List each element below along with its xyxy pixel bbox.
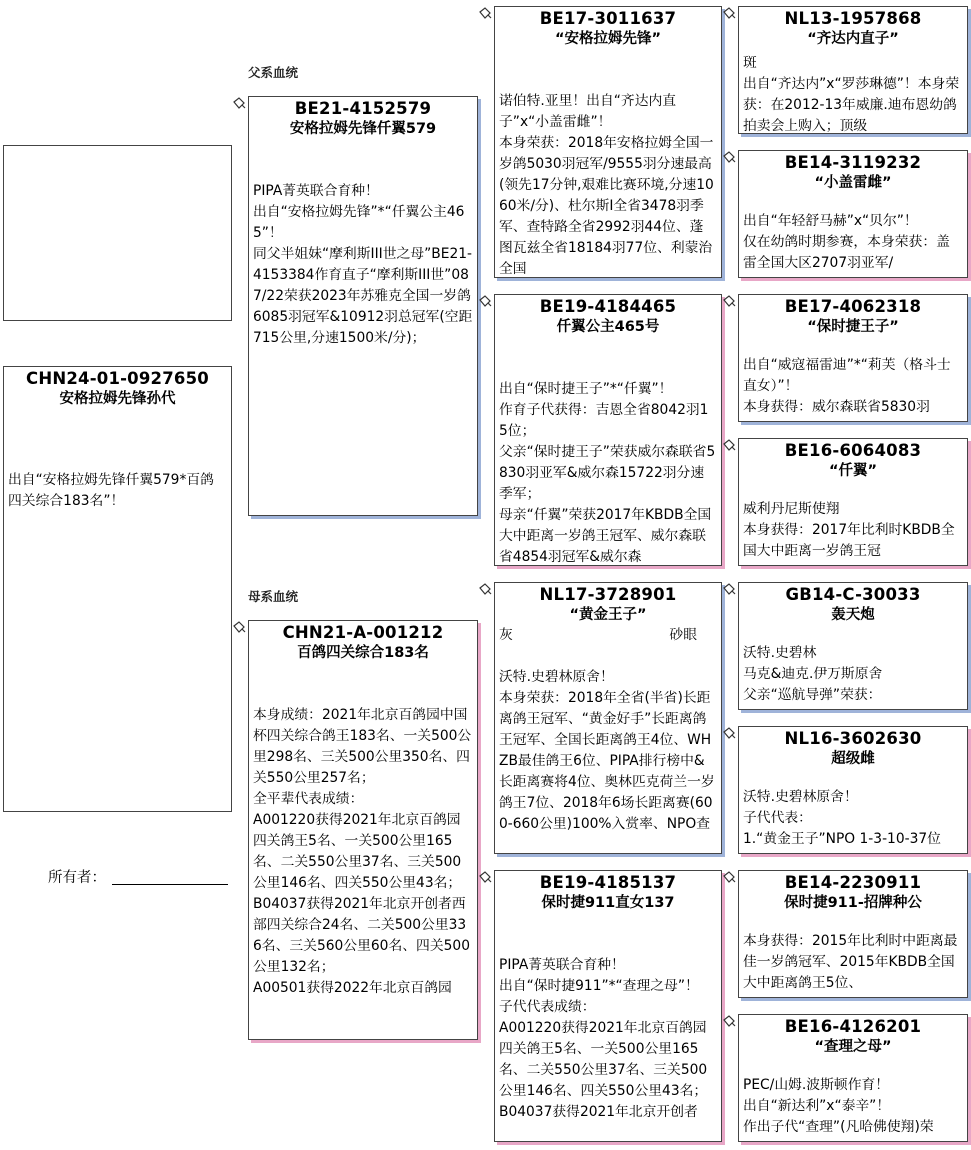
edit-icon[interactable] <box>722 870 736 884</box>
sire-section-label: 父系血统 <box>248 65 299 80</box>
edit-icon[interactable] <box>722 582 736 596</box>
sire-card <box>248 96 478 516</box>
sds-ring: BE17-4062318 <box>784 297 922 316</box>
edit-icon[interactable] <box>478 582 492 596</box>
dd-text: PIPA菁英联合育种！ 出自“保时捷911”*“查理之母”！ 子代代表成绩： A001220获得2021年北京百鸽园四关鸽王5名、一关500公里165名、二关550公里37名、三关500公里146名、四关550公里43名； B04037获得2021年北京开创者 <box>499 957 708 1120</box>
dss-text: 沃特.史碧林 马克&迪克.伊万斯原舍 父亲“巡航导弹”荣获： <box>743 645 883 703</box>
dd-name: 保时捷911直女137 <box>541 895 675 911</box>
sire-dam-card <box>494 294 722 566</box>
ssd-ring: BE14-3119232 <box>784 153 922 172</box>
ds-ring: NL17-3728901 <box>539 585 677 604</box>
dds-text: 本身获得：2015年比利时中距离最佳一岁鸽冠军、2015年KBDB全国大中距离鸽王5位、 <box>743 933 958 991</box>
subject-ring: CHN24-01-0927650 <box>26 369 209 388</box>
sire-text: PIPA菁英联合育种！ 出自“安格拉姆先锋”*“仟翼公主465”！ 同父半姐妹“摩利斯III世之母”BE21-4153384作育直子“摩利斯III世”087/22荣获2023年苏雅克全国一岁鸽6085羽冠军&10912羽总冠军(空距715公里,分速1500米/分)； <box>253 183 473 346</box>
edit-icon[interactable] <box>722 1014 736 1028</box>
ss-name: “安格拉姆先锋” <box>554 31 662 47</box>
ssd-text: 出自“年轻舒马赫”x“贝尔”！ 仅在幼鸽时期参赛，本身荣获：盖雷全国大区2707羽亚军/ <box>743 213 950 271</box>
ssd-card <box>738 150 968 278</box>
dd-ring: BE19-4185137 <box>539 873 677 892</box>
edit-icon[interactable] <box>722 726 736 740</box>
ds-eye: 砂眼 <box>669 627 697 643</box>
edit-icon[interactable] <box>478 294 492 308</box>
owner-signature-line[interactable] <box>112 884 228 885</box>
edit-icon[interactable] <box>478 6 492 20</box>
edit-icon[interactable] <box>478 870 492 884</box>
sds-name: “保时捷王子” <box>807 319 899 335</box>
sire-sire-card <box>494 6 722 278</box>
sd-text: 出自“保时捷王子”*“仟翼”！ 作育子代获得：吉恩全省8042羽15位； 父亲“保时捷王子”荣获威尔森联省5830羽亚军&威尔森15722羽分速季军； 母亲“仟翼”荣获2017年KBDB全国大中距离一岁鸽王冠军、威尔森联省4854羽冠军&威尔森 <box>499 381 716 565</box>
sdd-card <box>738 438 968 566</box>
owner-label: 所有者： <box>48 870 106 886</box>
dam-name: 百鸽四关综合183名 <box>297 645 429 661</box>
dam-ring: CHN21-A-001212 <box>282 623 444 642</box>
dsd-text: 沃特.史碧林原舍！ 子代代表： 1.“黄金王子”NPO 1-3-10-37位 <box>743 789 941 847</box>
sss-card <box>738 6 968 134</box>
sds-card <box>738 294 968 422</box>
dds-name: 保时捷911-招牌种公 <box>784 895 922 911</box>
dam-text: 本身成绩：2021年北京百鸽园中国杯四关综合鸽王183名、一关500公里298名、三关500公里350名、四关550公里257名； 全平辈代表成绩： A001220获得2021年北京百鸽园四关鸽王5名、一关500公里165名、二关550公里37名、三关500公里146名、四关550公里43名； B04037获得2021年北京开创者西部四关综合24名、二关500公里336名、三关560公里60名、四关500公里132名； A00501获得2022年北京百鸽园 <box>253 707 472 996</box>
dds-card <box>738 870 968 998</box>
dam-dam-card <box>494 870 722 1142</box>
subject-text: 出自“安格拉姆先锋仟翼579*百鸽四关综合183名”！ <box>8 472 214 509</box>
edit-icon[interactable] <box>232 620 246 634</box>
sss-ring: NL13-1957868 <box>784 9 922 28</box>
dss-ring: GB14-C-30033 <box>785 585 921 604</box>
ds-color: 灰 <box>499 627 513 643</box>
sss-name: “齐达内直子” <box>807 31 899 47</box>
sss-text: 斑 出自“齐达内”x“罗莎琳德”！本身荣获：在2012-13年威廉.迪布恩幼鸽拍卖会上购入；顶级 <box>743 55 960 134</box>
ds-text: 沃特.史碧林原舍！ 本身荣获：2018年全省(半省)长距离鸽王冠军、“黄金好手”长距离鸽王冠军、全国长距离鸽王4位、WHZB最佳鸽王6位、PIPA排行榜中&长距离赛将4位、奥林匹克荷兰一岁鸽王7位、2018年6场长距离赛(600-660公里)100%入赏率、NPO查 <box>499 669 715 832</box>
dsd-name: 超级雌 <box>831 751 875 767</box>
sire-name: 安格拉姆先锋仟翼579 <box>289 121 437 137</box>
ddd-card <box>738 1014 968 1142</box>
ss-text: 诺伯特.亚里！出自“齐达内直子”x“小盖雷雌”！ 本身荣获：2018年安格拉姆全国一岁鸽5030羽冠军/9555羽分速最高(领先17分钟,艰难比赛环境,分速1060米/分)、杜尔斯I全省3478羽季军、查特路全省2992羽44位、蓬图瓦兹全省18184羽77位、利蒙治全国 <box>499 93 714 277</box>
sdd-text: 威利丹尼斯使翔 本身获得：2017年比利时KBDB全国大中距离一岁鸽王冠 <box>743 501 955 559</box>
edit-icon[interactable] <box>722 6 736 20</box>
dsd-ring: NL16-3602630 <box>784 729 922 748</box>
ds-name: “黄金王子” <box>569 607 647 623</box>
ssd-name: “小盖雷雌” <box>814 175 892 191</box>
sire-ring: BE21-4152579 <box>294 99 432 118</box>
sd-name: 仟翼公主465号 <box>556 319 660 335</box>
sds-text: 出自“威寇福雷迪”*“莉芙（格斗士直女）”！ 本身获得：威尔森联省5830羽 <box>743 357 951 415</box>
ddd-name: “查理之母” <box>814 1039 892 1055</box>
edit-icon[interactable] <box>722 150 736 164</box>
dss-name: 轰天炮 <box>831 607 875 623</box>
sdd-ring: BE16-6064083 <box>784 441 922 460</box>
dam-section-label: 母系血统 <box>248 589 299 604</box>
edit-icon[interactable] <box>232 96 246 110</box>
dam-card <box>248 620 478 1040</box>
sd-ring: BE19-4184465 <box>539 297 677 316</box>
photo-frame <box>3 145 232 321</box>
sdd-name: “仟翼” <box>828 463 878 479</box>
ss-ring: BE17-3011637 <box>539 9 677 28</box>
edit-icon[interactable] <box>722 294 736 308</box>
dam-sire-card <box>494 582 722 854</box>
ddd-text: PEC/山姆.波斯顿作育！ 出自“新达利”x“泰辛”！ 作出子代“查理”(凡哈佛使翔)荣 <box>743 1077 934 1135</box>
edit-icon[interactable] <box>722 438 736 452</box>
subject-card <box>3 366 232 812</box>
dds-ring: BE14-2230911 <box>784 873 922 892</box>
ddd-ring: BE16-4126201 <box>784 1017 922 1036</box>
dss-card <box>738 582 968 710</box>
subject-name: 安格拉姆先锋孙代 <box>59 391 176 407</box>
dsd-card <box>738 726 968 854</box>
